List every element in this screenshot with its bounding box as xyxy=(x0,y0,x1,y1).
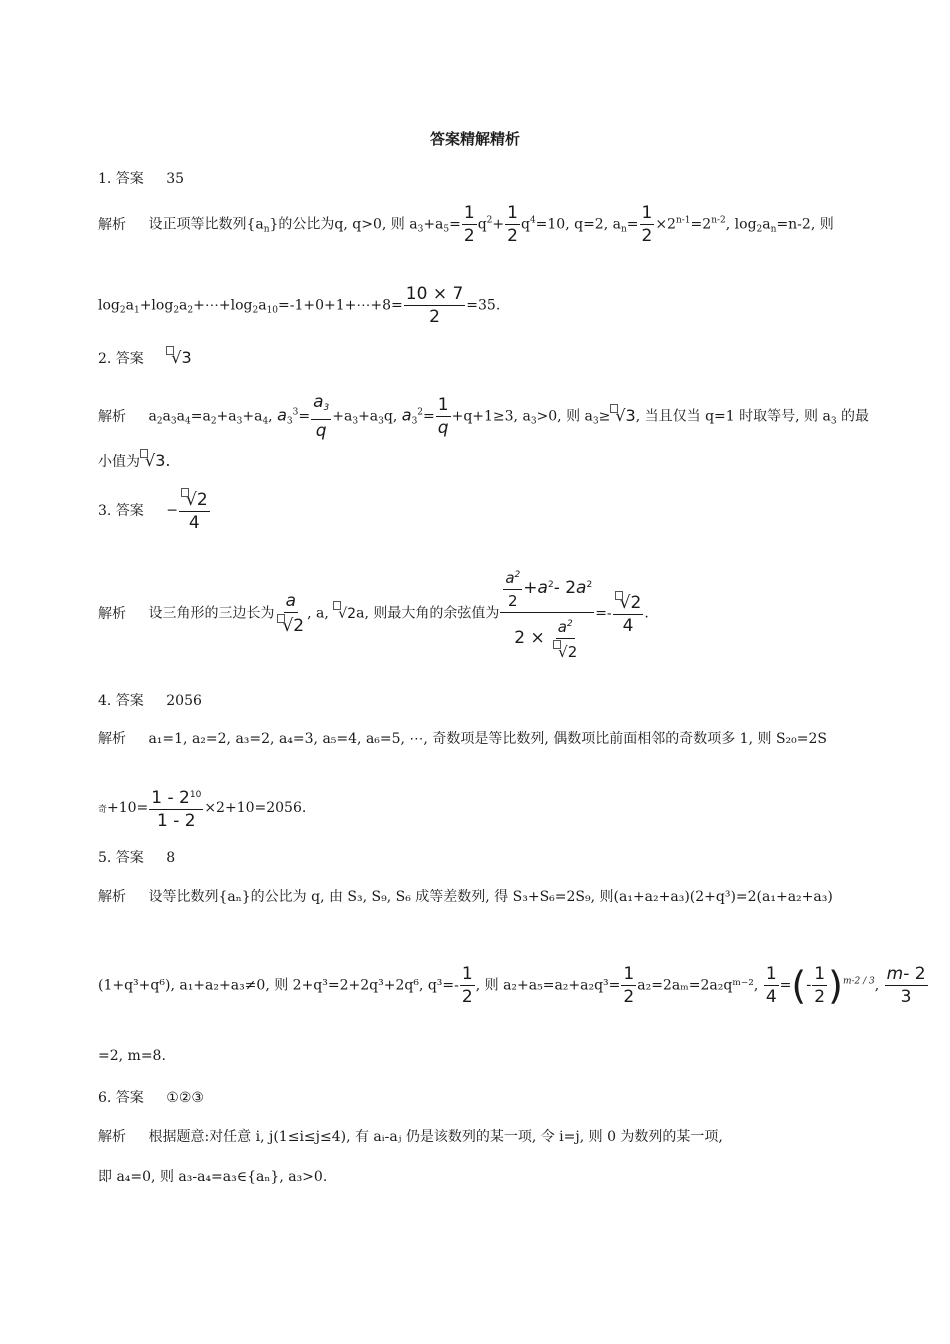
q3-analysis-line: 解析 设三角形的三边长为 $\frac{a}{√2}$ , a, √2a, 则最大角的余弦值为 $\frac{a^2}{2}$ $+a^2-$ $2a^2$ 2 × $\frac{a^2}{√2}$ =- $\frac{√2}{4}$ . xyxy=(98,565,649,662)
q2-analysis-label: 解析 xyxy=(98,408,126,425)
q1-analysis-label: 解析 xyxy=(98,216,126,233)
q2-frac-a3-q: $\frac{a_3}{q}$ xyxy=(313,392,330,441)
q4-analysis-line-2 xyxy=(98,785,306,831)
q5-answer-line xyxy=(98,847,175,867)
q5-analysis-line-3 xyxy=(98,1048,166,1064)
q3-analysis-label: 解析 xyxy=(98,605,126,622)
q5-analysis-line-1 xyxy=(98,886,833,906)
q5-frac-half-2: $\frac{1}{2}$ xyxy=(623,964,635,1007)
q5-frac-half-3: $\frac{1}{2}$ xyxy=(814,964,826,1007)
q1-answer-label: 1. 答案 xyxy=(98,171,144,187)
q2-text-d: , 当且仅当 q=1 时取等号, 则 a xyxy=(635,408,831,425)
q3-answer-line: 3. 答案 − $\frac{√2}{4}$ xyxy=(98,490,208,533)
q5-frac-half-1: $\frac{1}{2}$ xyxy=(461,964,473,1007)
q2-analysis-line-1: 解析 $a_2a_3a_4=a_2+a_3+a_4$, $a_3^3=$ $\frac{a_3}{q}$ $+a_3+a_3q$, $a_3^2=$ $\frac{1}{q}$ +q+1≥3, $a_3>0$, 则 $a_3\ge √3$, 当且仅当 q=1 时取等号, 则 $a_3$ 的最 xyxy=(98,392,870,441)
q2-text-c: >0, 则 a xyxy=(536,408,593,425)
q5-answer: 8 xyxy=(166,850,176,866)
q4-answer-line xyxy=(98,690,202,710)
q3-text-c: a, 则最大角的余弦值为 xyxy=(356,605,500,622)
q6-text-1: 根据题意:对任意 i, j(1≤i≤j≤4), 有 aᵢ-aⱼ 仍是该数列的某一项, 令 i=j, 则 0 为数列的某一项, xyxy=(148,1129,723,1145)
q1-text-a: 设正项等比数列{a xyxy=(148,216,264,233)
q6-analysis-line-2 xyxy=(98,1166,327,1186)
q1-frac-sum: $\frac{10 \times 7}{2}$ xyxy=(405,284,464,327)
q5-text-2b: , 则 a₂+a₅=a₂+a₂q³= xyxy=(475,977,621,994)
q5-answer-label: 5. 答案 xyxy=(98,850,144,866)
page-title: 答案精解精析 xyxy=(429,130,520,148)
q1-analysis-line-2: $\log_2a_1+\log_2a_2+\cdots+\log_2a_{10}=-1+0+1+\cdots+8=$ $\frac{10 \times 7}{2}$ =35. xyxy=(98,284,501,327)
q1-answer-line xyxy=(98,168,184,188)
q2-answer-line xyxy=(98,346,192,368)
q6-analysis-line-1 xyxy=(98,1126,723,1146)
q4-sub-odd: 奇 xyxy=(98,805,108,815)
q1-analysis-line-1: 解析 设正项等比数列$\{a_n\}$的公比为q, q>0, 则 $a_3+a_5=$ $\frac{1}{2}$ $q^2+$ $\frac{1}{2}$ $q^4=10$, q=2, $a_n=$ $\frac{1}{2}$ $\times 2^{n-1}=2^{n-2}$, $\log_2a_n=n-2$, 则 xyxy=(98,203,834,246)
q4-result: ×2+10=2056. xyxy=(204,800,307,816)
q4-frac: $\frac{1 - 2^{10}}{1 - 2}$ xyxy=(149,785,203,831)
q4-analysis-label: 解析 xyxy=(98,731,126,747)
q6-text-2: 即 a₄=0, 则 a₃-a₄=a₃∈{aₙ}, a₃>0. xyxy=(98,1169,328,1185)
q2-text-a: a xyxy=(148,408,157,425)
q5-analysis-line-2: (1+q³+q⁶), a₁+a₂+a₃≠0, 则 2+q³=2+2q³+2q⁶, q³=- $\frac{1}{2}$ , 则 a₂+a₅=a₂+a₂q³= $\frac{1}{2}$ a₂=2aₘ=2a₂qᵐ⁻², $\frac{1}{4}$ =(- $\frac{1}{2}$ )$^{m-2 / 3}$, $\frac{m- 2}{3}$ xyxy=(98,963,926,1008)
q6-answer: ①②③ xyxy=(166,1090,204,1106)
q5-analysis-label: 解析 xyxy=(98,889,126,905)
q1-answer: 35 xyxy=(166,171,185,187)
q6-answer-label: 6. 答案 xyxy=(98,1090,144,1106)
q1-result: =35. xyxy=(466,297,501,314)
q3-frac-cos: $\frac{a^2}{2}$ $+a^2-$ $2a^2$ 2 × $\frac{a^2}{√2}$ xyxy=(500,565,594,662)
q5-text-2c: a₂=2aₘ=2a₂qᵐ⁻², xyxy=(637,977,759,994)
q5-result: =2, m=8. xyxy=(98,1048,166,1064)
q1-text-e: =n-2, 则 xyxy=(776,216,834,233)
q1-frac-half-3: $\frac{1}{2}$ xyxy=(641,203,653,246)
q5-text-1: 设等比数列{aₙ}的公比为 q, 由 S₃, S₉, S₆ 成等差数列, 得 S₃+S₆=2S₉, 则(a₁+a₂+a₃)(2+q³)=2(a₁+a₂+a₃) xyxy=(148,889,833,905)
q4-answer-label: 4. 答案 xyxy=(98,693,144,709)
q3-text-a: 设三角形的三边长为 xyxy=(148,605,275,622)
q2-answer-label: 2. 答案 xyxy=(98,351,144,367)
q6-analysis-label: 解析 xyxy=(98,1129,126,1145)
q4-text: a₁=1, a₂=2, a₃=2, a₄=3, a₅=4, a₆=5, ⋯, 奇数项是等比数列, 偶数项比前面相邻的奇数项多 1, 则 S₂₀=2S xyxy=(148,731,827,747)
q5-text-2a: (1+q³+q⁶), a₁+a₂+a₃≠0, 则 2+q³=2+2q³+2q⁶, q³=- xyxy=(98,977,459,994)
q3-text-d: =- xyxy=(595,605,612,622)
q5-text-2d: = xyxy=(779,977,792,994)
q2-text-min: 小值为 xyxy=(98,454,140,470)
q2-frac-1-q: $\frac{1}{q}$ xyxy=(437,395,449,438)
q4-analysis-line-1 xyxy=(98,728,827,748)
q1-frac-half-2: $\frac{1}{2}$ xyxy=(507,203,518,246)
q1-text-d: , log xyxy=(725,216,757,233)
q5-frac-exp: $\frac{m- 2}{3}$ xyxy=(886,964,926,1007)
q3-frac-result: $\frac{√2}{4}$ xyxy=(613,591,644,636)
q2-answer: √3 xyxy=(166,348,191,367)
q1-sum-text: =-1+0+1+⋯+8= xyxy=(278,297,403,314)
q5-frac-quarter: $\frac{1}{4}$ xyxy=(765,964,777,1007)
q1-text-c: =10, q=2, a xyxy=(535,216,621,233)
q4-text-b: +10= xyxy=(107,800,149,816)
q3-text-e: . xyxy=(644,605,649,622)
q3-answer-label: 3. 答案 xyxy=(98,502,144,519)
q1-frac-half-1: $\frac{1}{2}$ xyxy=(463,203,475,246)
q1-text-b: }的公比为q, q>0, 则 a xyxy=(269,216,418,233)
q3-answer-frac: $\frac{√2}{4}$ xyxy=(179,488,210,533)
q4-answer: 2056 xyxy=(166,693,202,709)
q2-text-e: 的最 xyxy=(836,408,870,425)
q3-text-b: a, xyxy=(316,605,334,622)
q5-text-2e: , xyxy=(874,977,880,994)
q2-analysis-line-2: 小值为 √3. xyxy=(98,451,171,470)
q3-frac-side: $\frac{a}{√2}$ xyxy=(275,591,306,636)
q6-answer-line xyxy=(98,1087,204,1107)
q2-text-b: +q+1≥3, a xyxy=(451,408,531,425)
